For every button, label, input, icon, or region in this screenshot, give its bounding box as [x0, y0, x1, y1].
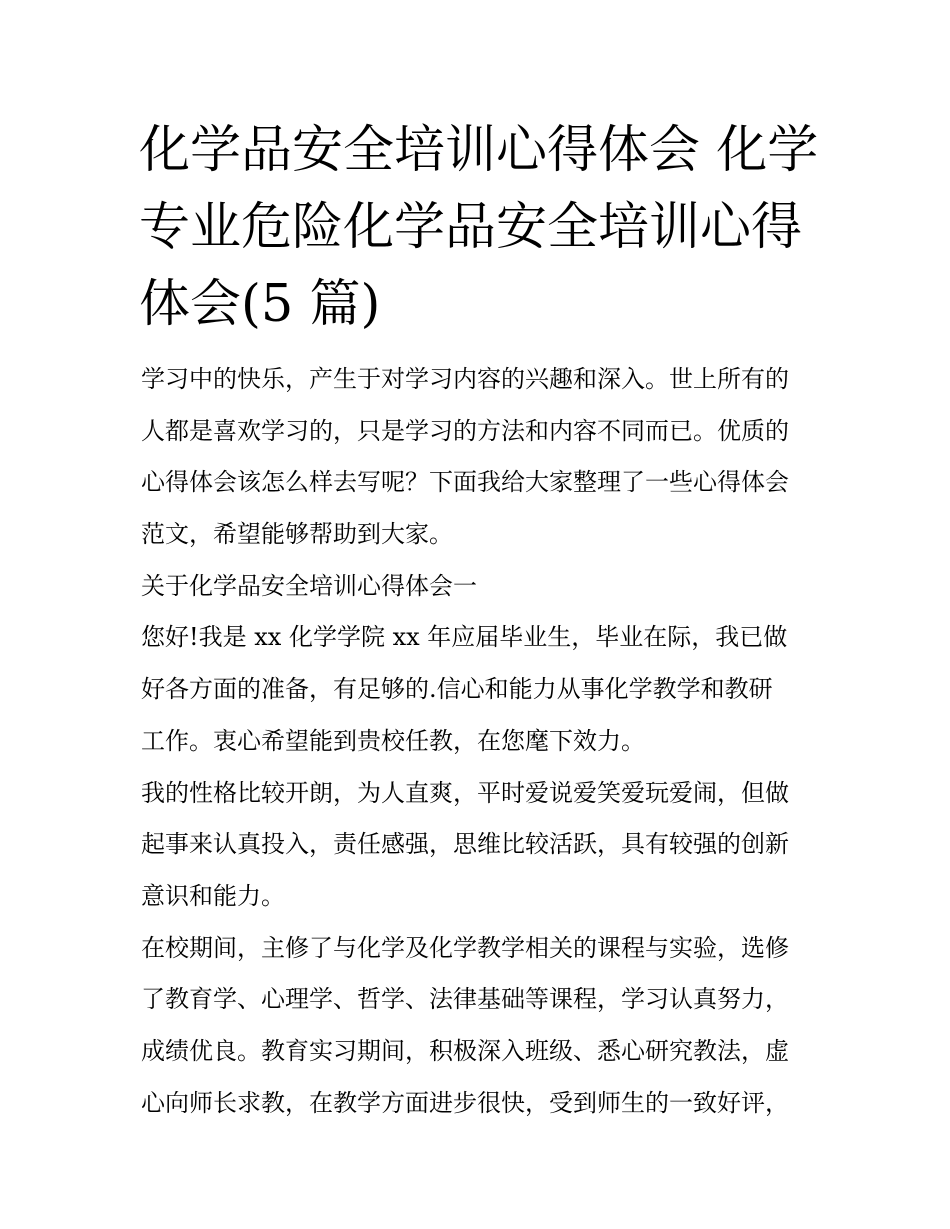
paragraph-line: 了教育学、心理学、哲学、法律基础等课程，学习认真努力， — [141, 985, 789, 1014]
title-line: 专业危险化学品安全培训心得 — [139, 198, 803, 257]
document-body — [141, 354, 821, 1129]
intro-paragraph-line: 学习中的快乐，产生于对学习内容的兴趣和深入。世上所有的 — [141, 365, 789, 393]
section-heading: 关于化学品安全培训心得体会一 — [141, 571, 477, 600]
paragraph-line: 起事来认真投入，责任感强，思维比较活跃，具有较强的创新 — [141, 830, 789, 859]
paragraph-line: 工作。衷心希望能到贵校任教，在您麾下效力。 — [141, 726, 645, 755]
paragraph-line: 心向师长求教，在教学方面进步很快，受到师生的一致好评， — [141, 1088, 789, 1117]
paragraph-line: 成绩优良。教育实习期间，积极深入班级、悉心研究教法，虚 — [141, 1036, 789, 1065]
intro-paragraph-line: 范文，希望能够帮助到大家。 — [141, 520, 453, 549]
intro-paragraph-line: 心得体会该怎么样去写呢？下面我给大家整理了一些心得体会 — [141, 468, 789, 497]
paragraph-line: 好各方面的准备，有足够的.信心和能力从事化学教学和教研 — [141, 675, 773, 704]
title-line: 化学品安全培训心得体会 化学 — [139, 121, 819, 180]
paragraph-line: 在校期间，主修了与化学及化学教学相关的课程与实验，选修 — [141, 933, 789, 962]
paragraph-line: 您好!我是 xx 化学学院 xx 年应届毕业生，毕业在际，我已做 — [141, 623, 788, 652]
title-line: 体会(5 篇) — [139, 275, 381, 334]
paragraph-line: 意识和能力。 — [141, 881, 285, 910]
intro-paragraph-line: 人都是喜欢学习的，只是学习的方法和内容不同而已。优质的 — [141, 416, 789, 445]
paragraph-line: 我的性格比较开朗，为人直爽，平时爱说爱笑爱玩爱闹，但做 — [141, 778, 789, 807]
document-title — [139, 112, 819, 343]
